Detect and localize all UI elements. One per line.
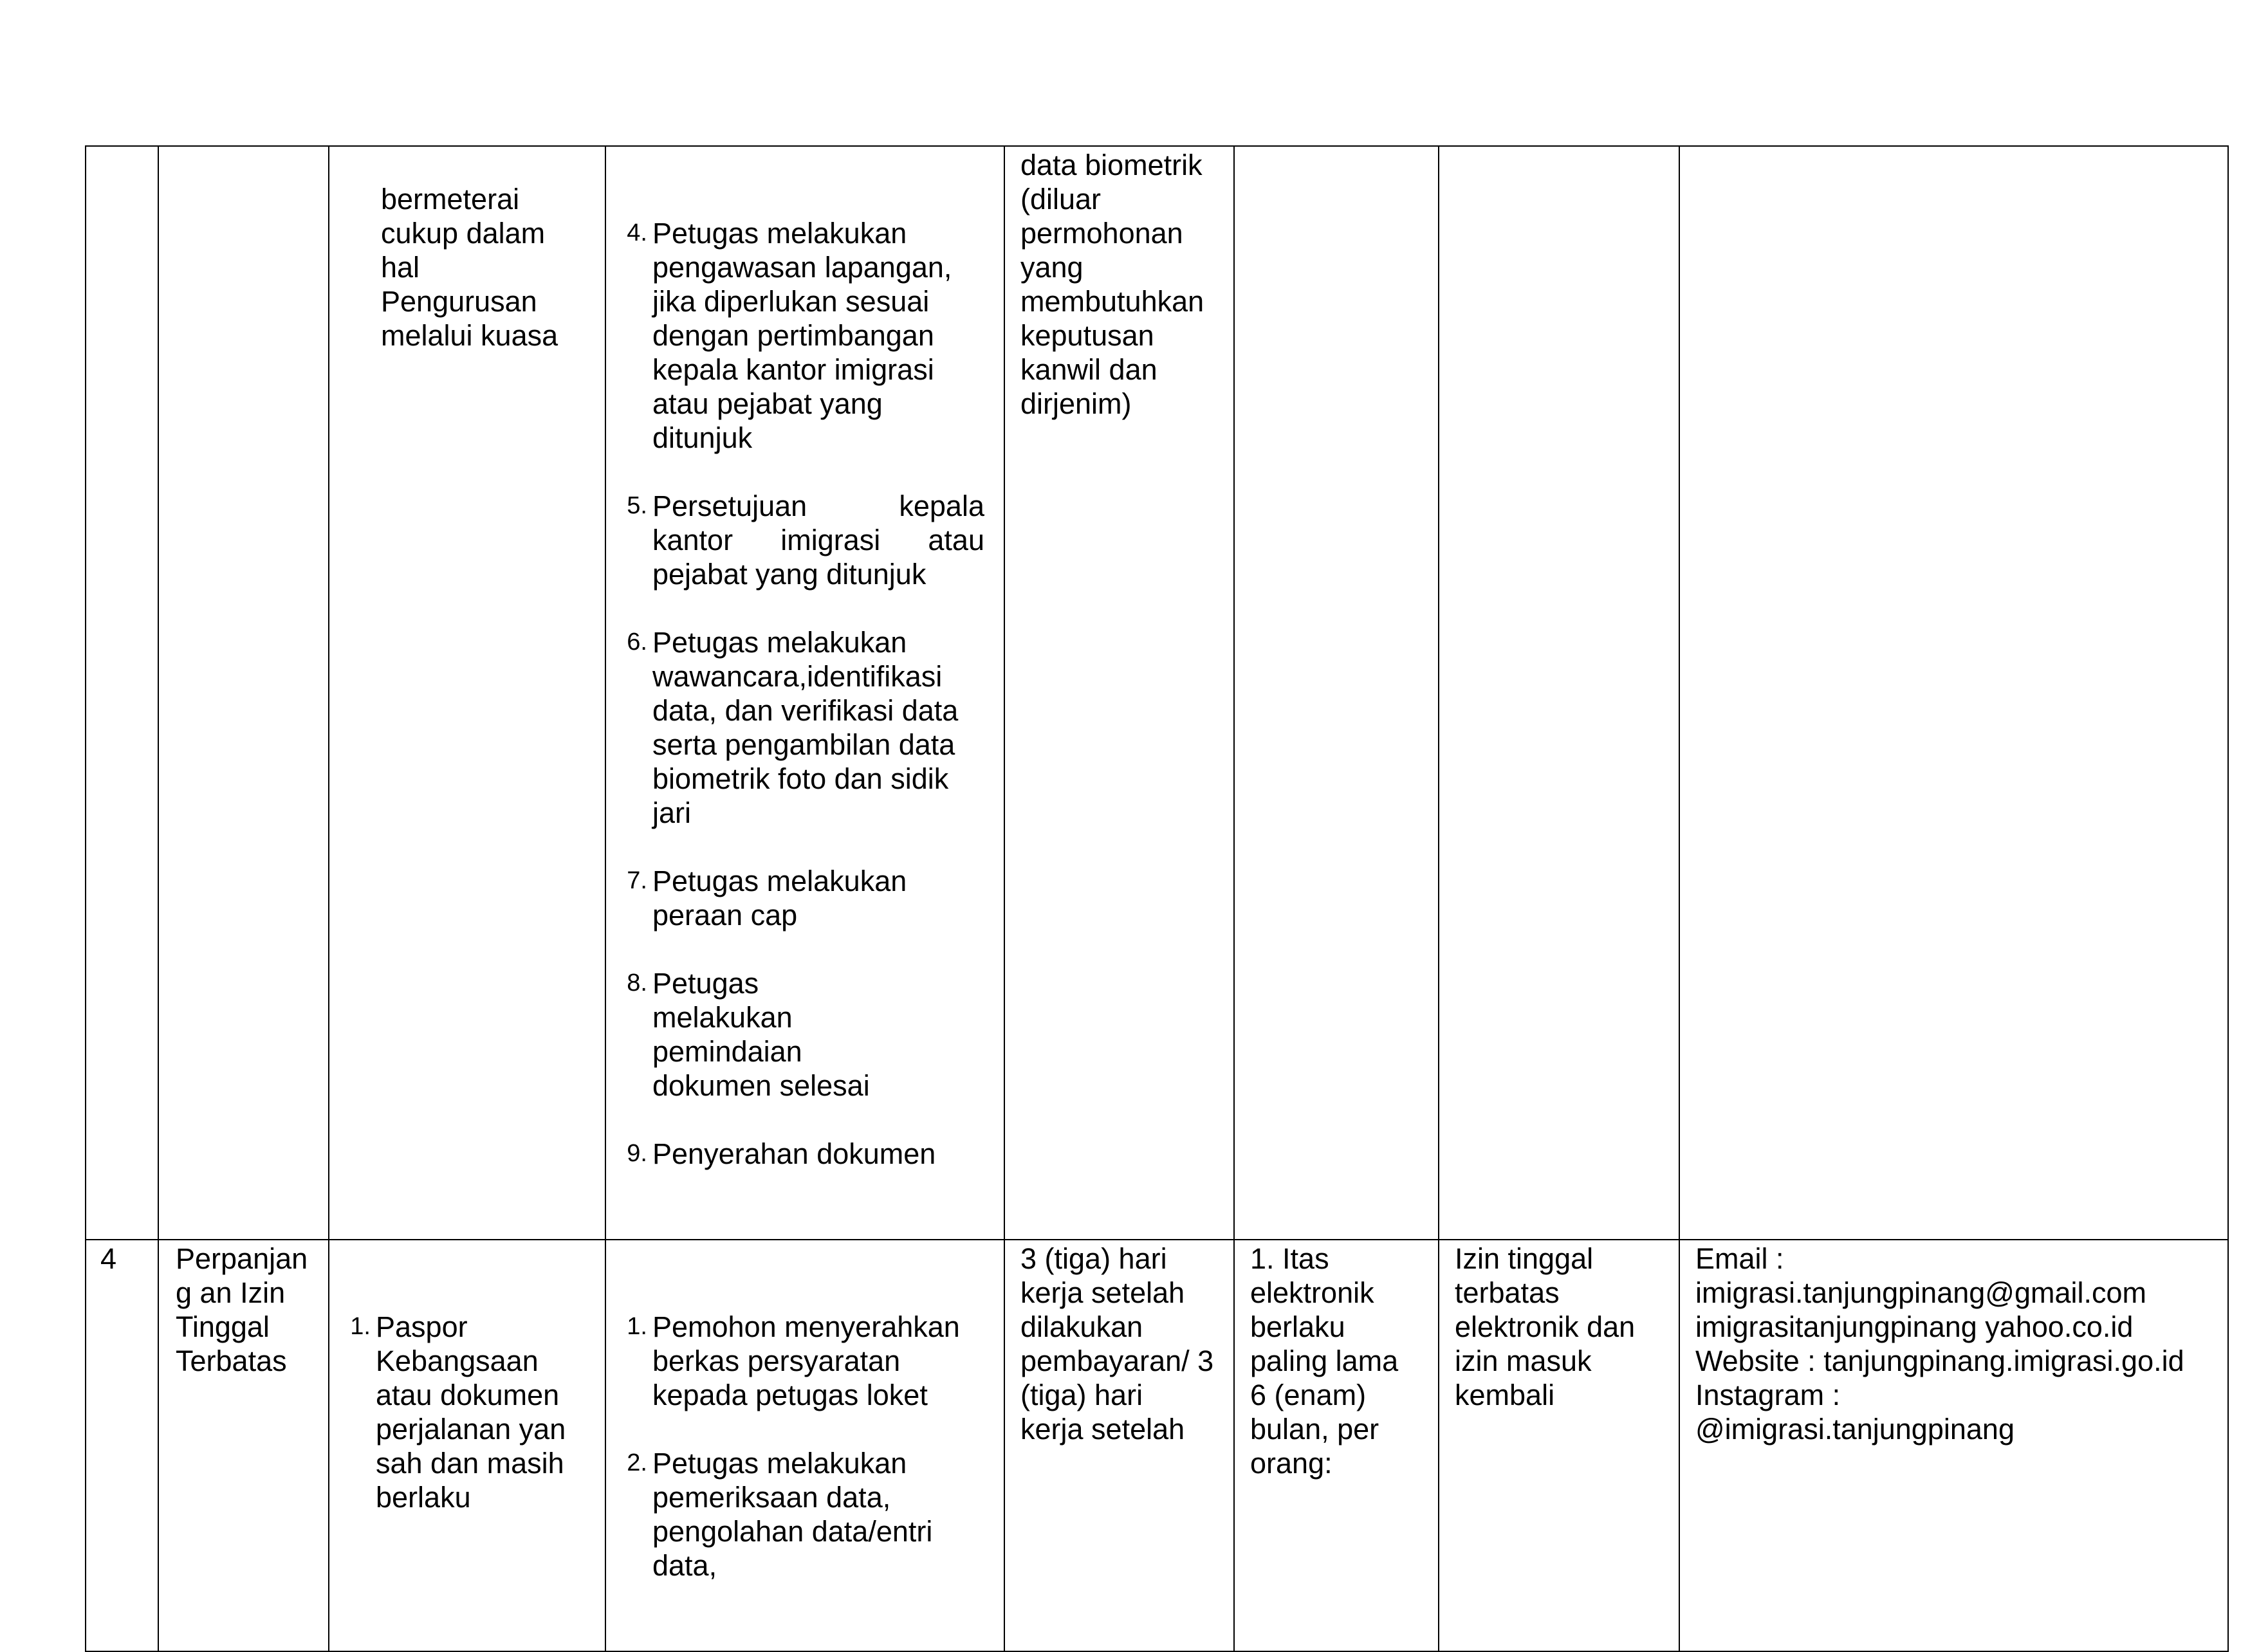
procedure-step: 7. Petugas melakukan peraan cap xyxy=(627,865,907,932)
cell-service-product xyxy=(1439,146,1679,1240)
procedure-step: 6. Petugas melakukan wawancara,identifikasi data, dan verifikasi data serta pengambilan data biometrik foto dan sidik jari xyxy=(627,626,959,829)
procedure-step: 2. Petugas melakukan pemeriksaan data, pengolahan data/entri data, xyxy=(627,1447,933,1582)
procedure-step: 1. Pemohon menyerahkan berkas persyaratan kepada petugas loket xyxy=(627,1310,960,1411)
cell-service-name: Perpanjan g an Izin Tinggal Terbatas xyxy=(158,1240,329,1651)
requirements-list xyxy=(329,1276,597,1548)
cell-requirements xyxy=(329,1240,605,1651)
table-row xyxy=(86,1240,2228,1651)
cell-contact: Email : imigrasi.tanjungpinang@gmail.com imigrasitanjungpinang yahoo.co.id Website : tanjungpinang.imigrasi.go.id Instagram : @imigrasi.tanjungpinang xyxy=(1679,1240,2228,1651)
procedure-list xyxy=(606,1276,984,1617)
requirement-item: 1. Paspor Kebangsaan atau dokumen perjalanan yan sah dan masih berlaku xyxy=(350,1310,566,1514)
cell-number xyxy=(86,146,158,1240)
cell-number: 4 xyxy=(86,1240,158,1651)
table-row xyxy=(86,146,2228,1240)
procedure-step: 9. Penyerahan dokumen xyxy=(627,1137,936,1170)
cell-cost xyxy=(1234,146,1439,1240)
cell-service-product: Izin tinggal terbatas elektronik dan izin masuk kembali xyxy=(1439,1240,1679,1651)
cell-procedure xyxy=(605,146,1004,1240)
requirements-text: bermeterai cukup dalam hal Pengurusan melalui kuasa xyxy=(381,183,558,352)
cell-cost: 1. Itas elektronik berlaku paling lama 6 (enam) bulan, per orang: xyxy=(1234,1240,1439,1651)
service-standard-table xyxy=(85,145,2229,1652)
cell-procedure xyxy=(605,1240,1004,1651)
cell-requirements xyxy=(329,146,605,1240)
cell-completion-time: data biometrik (diluar permohonan yang membutuhkan keputusan kanwil dan dirjenim) xyxy=(1004,146,1234,1240)
procedure-step: 4. Petugas melakukan pengawasan lapangan, jika diperlukan sesuai dengan pertimbangan kepala kantor imigrasi atau pejabat yang ditunjuk xyxy=(627,217,952,454)
procedure-list xyxy=(606,182,984,1205)
procedure-step: 5. Persetujuan kepala kantor imigrasi atau pejabat yang ditunjuk xyxy=(627,490,984,591)
cell-completion-time: 3 (tiga) hari kerja setelah dilakukan pembayaran/ 3 (tiga) hari kerja setelah xyxy=(1004,1240,1234,1651)
cell-contact xyxy=(1679,146,2228,1240)
cell-service-name xyxy=(158,146,329,1240)
procedure-step: 8. Petugas melakukan pemindaian dokumen selesai xyxy=(627,967,870,1102)
